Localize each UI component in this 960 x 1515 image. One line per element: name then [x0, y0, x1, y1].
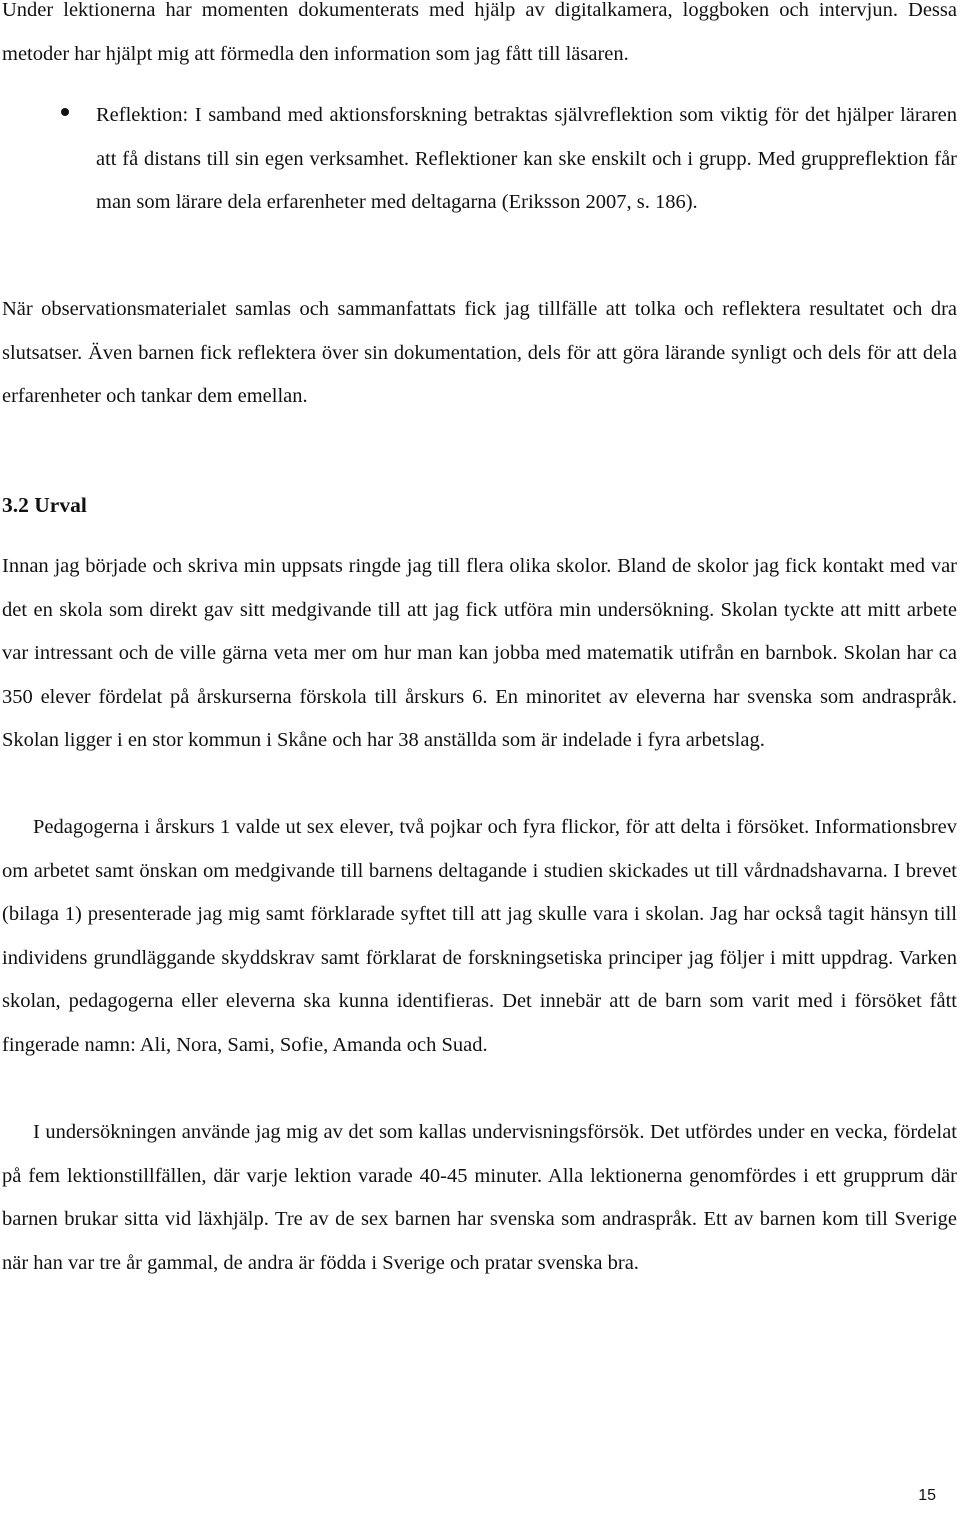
section-heading: 3.2 Urval [2, 493, 87, 517]
intro-paragraph: Under lektionerna har momenten dokumenterats med hjälp av digitalkamera, loggboken och intervjun. Dessa metoder har hjälpt mig att förmedla den information som jag fått till läsaren. [2, 0, 957, 65]
urval-paragraph-1: Innan jag började och skriva min uppsats ringde jag till flera olika skolor. Bland de skolor jag fick kontakt med var det en skola som direkt gav sitt medgivande till att jag fick utföra min undersökning. Skolan tyckte att mitt arbete var intressant och de ville gärna veta mer om hur man kan jobba med matematik utifrån en barnbok. Skolan har ca 350 elever fördelat på årskurserna förskola till årskurs 6. En minoritet av eleverna har svenska som andraspråk. Skolan ligger i en stor kommun i Skåne och har 38 anställda som är indelade i fyra arbetslag. [2, 555, 957, 751]
urval-paragraph-3: I undersökningen använde jag mig av det som kallas undervisningsförsök. Det utfördes under en vecka, fördelat på fem lektionstillfällen, där varje lektion varade 40-45 minuter. Alla lektionerna genomfördes i ett grupprum där barnen brukar sitta vid läxhjälp. Tre av de sex barnen har svenska som andraspråk. Ett av barnen kom till Sverige när han var tre år gammal, de andra är födda i Sverige och pratar svenska bra. [2, 1121, 957, 1274]
bullet-item-reflection: Reflektion: I samband med aktionsforskning betraktas självreflektion som viktig för det hjälper läraren att få distans till sin egen verksamhet. Reflektioner kan ske enskilt och i grupp. Med gruppreflektion får man som lärare dela erfarenheter med deltagarna (Eriksson 2007, s. 186). [96, 104, 957, 213]
urval-paragraph-2: Pedagogerna i årskurs 1 valde ut sex elever, två pojkar och fyra flickor, för att delta i försöket. Informationsbrev om arbetet samt önskan om medgivande till barnens deltagande i studien skickades ut till vårdnadshavarna. I brevet (bilaga 1) presenterade jag mig samt förklarade syftet till att jag skulle vara i skolan. Jag har också tagit hänsyn till individens grundläggande skyddskrav samt förklarat de forskningsetiska principer jag följer i mitt uppdrag. Varken skolan, pedagogerna eller eleverna ska kunna identifieras. Det innebär att de barn som varit med i försöket fått fingerade namn: Ali, Nora, Sami, Sofie, Amanda och Suad. [2, 816, 957, 1056]
observation-paragraph: När observationsmaterialet samlas och sammanfattats fick jag tillfälle att tolka och reflektera resultatet och dra slutsatser. Även barnen fick reflektera över sin dokumentation, dels för att göra lärande synligt och dels för att dela erfarenheter och tankar dem emellan. [2, 298, 957, 407]
page-number: 15 [918, 1487, 936, 1504]
bullet-icon [61, 108, 69, 116]
